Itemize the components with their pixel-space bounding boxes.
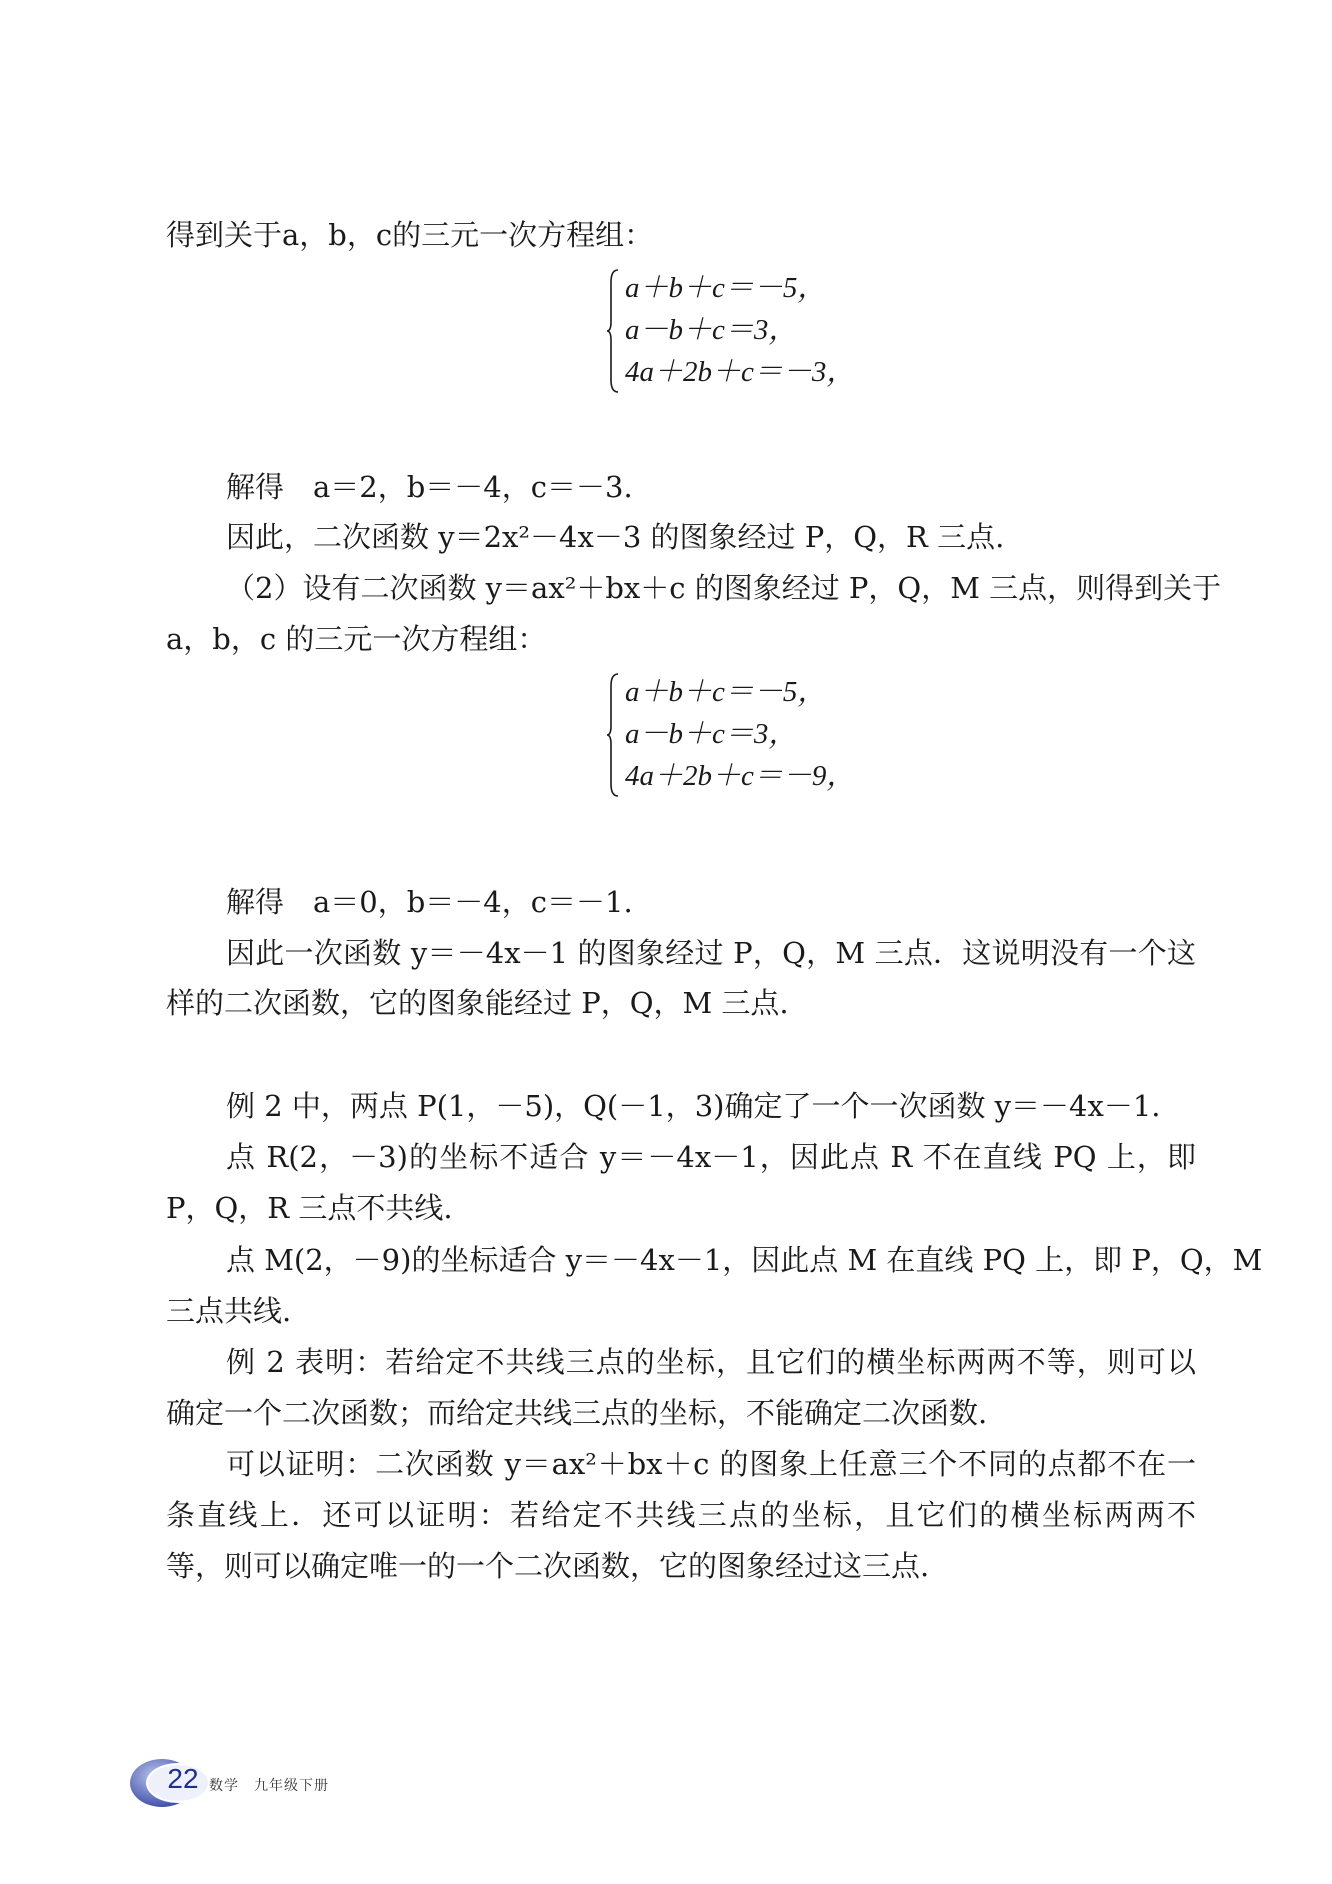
equation-1-1: a＋b＋c＝－5， <box>625 272 827 304</box>
text-line-15: 确定一个二次函数；而给定共线三点的坐标，不能确定二次函数. <box>166 1396 988 1430</box>
brace-icon <box>607 268 619 394</box>
text-line-12: 点 M(2，－9)的坐标适合 y＝－4x－1，因此点 M 在直线 PQ 上，即 P，Q，M <box>226 1243 1263 1277</box>
brace-icon <box>607 672 619 798</box>
equation-system-1 <box>607 268 867 394</box>
equation-1-2: a－b＋c＝3， <box>625 314 798 346</box>
text-line-18: 等，则可以确定唯一的一个二次函数，它的图象经过这三点. <box>166 1549 930 1583</box>
equation-2-2: a－b＋c＝3， <box>625 718 798 750</box>
text-line-13: 三点共线. <box>166 1294 292 1328</box>
text-line-9: 例 2 中，两点 P(1，－5)，Q(－1，3)确定了一个一次函数 y＝－4x－1. <box>226 1089 1161 1123</box>
equation-system-2 <box>607 672 867 798</box>
text-line-3: 因此，二次函数 y＝2x²－4x－3 的图象经过 P，Q，R 三点. <box>226 520 1005 554</box>
text-line-16: 可以证明：二次函数 y＝ax²＋bx＋c 的图象上任意三个不同的点都不在一 <box>226 1447 1196 1481</box>
text-line-2: 解得 a＝2，b＝－4，c＝－3. <box>226 470 633 504</box>
text-line-8: 样的二次函数，它的图象能经过 P，Q，M 三点. <box>166 986 789 1020</box>
text-line-4: （2）设有二次函数 y＝ax²＋bx＋c 的图象经过 P，Q，M 三点，则得到关于 <box>226 571 1222 605</box>
text-line-17: 条直线上．还可以证明：若给定不共线三点的坐标，且它们的横坐标两两不 <box>166 1498 1196 1532</box>
text-line-6: 解得 a＝0，b＝－4，c＝－1. <box>226 885 633 919</box>
text-line-7: 因此一次函数 y＝－4x－1 的图象经过 P，Q，M 三点．这说明没有一个这 <box>226 936 1196 970</box>
equation-2-1: a＋b＋c＝－5， <box>625 676 827 708</box>
text-line-14: 例 2 表明：若给定不共线三点的坐标，且它们的横坐标两两不等，则可以 <box>226 1345 1196 1379</box>
text-line-11: P，Q，R 三点不共线. <box>166 1191 453 1225</box>
equation-1-3: 4a＋2b＋c＝－3， <box>625 356 856 388</box>
equation-2-3: 4a＋2b＋c＝－9， <box>625 760 856 792</box>
text-line-10: 点 R(2，－3)的坐标不适合 y＝－4x－1，因此点 R 不在直线 PQ 上，即 <box>226 1140 1196 1174</box>
page-number: 22 <box>167 1763 199 1794</box>
page-footer <box>126 1755 526 1815</box>
book-title: 数学 九年级下册 <box>209 1778 329 1794</box>
text-line-5: a，b，c 的三元一次方程组： <box>166 622 547 656</box>
text-line-1: 得到关于a，b，c的三元一次方程组： <box>166 218 654 252</box>
